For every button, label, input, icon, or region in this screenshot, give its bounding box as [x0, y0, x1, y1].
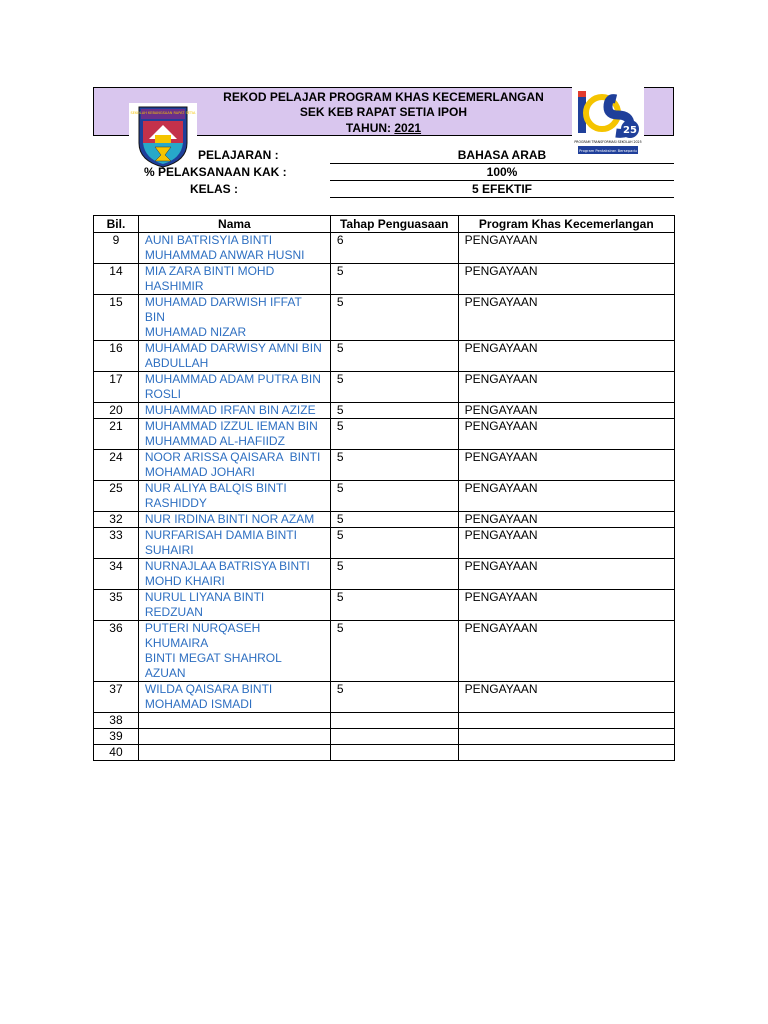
- table-row: [94, 264, 675, 295]
- table-row: [94, 341, 675, 372]
- cell-bil: 25: [94, 481, 139, 512]
- cell-program: PENGAYAAN: [458, 372, 674, 403]
- cell-nama: AUNI BATRISYIA BINTI MUHAMMAD ANWAR HUSNI: [138, 233, 330, 264]
- cell-nama: NUR ALIYA BALQIS BINTI RASHIDDY: [138, 481, 330, 512]
- header-program: Program Khas Kecemerlangan: [458, 216, 674, 233]
- cell-tahap: [330, 729, 458, 745]
- table-row: [94, 450, 675, 481]
- cell-tahap: 5: [330, 512, 458, 528]
- subject-label: PELAJARAN :: [198, 148, 279, 162]
- cell-tahap: 5: [330, 481, 458, 512]
- cell-nama: MUHAMAD DARWISH IFFAT BIN MUHAMAD NIZAR: [138, 295, 330, 341]
- cell-program: PENGAYAAN: [458, 512, 674, 528]
- table-row: [94, 682, 675, 713]
- cell-nama: [138, 745, 330, 761]
- cell-tahap: 5: [330, 403, 458, 419]
- header-nama: Nama: [138, 216, 330, 233]
- cell-bil: 33: [94, 528, 139, 559]
- cell-nama: MUHAMAD DARWISY AMNI BIN ABDULLAH: [138, 341, 330, 372]
- school-logo: [129, 103, 197, 171]
- cell-bil: 20: [94, 403, 139, 419]
- cell-nama: [138, 729, 330, 745]
- cell-nama: NURNAJLAA BATRISYA BINTI MOHD KHAIRI: [138, 559, 330, 590]
- cell-program: PENGAYAAN: [458, 481, 674, 512]
- cell-program: PENGAYAAN: [458, 419, 674, 450]
- cell-tahap: 5: [330, 372, 458, 403]
- cell-program: PENGAYAAN: [458, 264, 674, 295]
- cell-tahap: 5: [330, 419, 458, 450]
- cell-bil: 16: [94, 341, 139, 372]
- cell-program: PENGAYAAN: [458, 528, 674, 559]
- cell-program: PENGAYAAN: [458, 233, 674, 264]
- cell-bil: 21: [94, 419, 139, 450]
- table-row: [94, 528, 675, 559]
- cell-nama: MUHAMMAD ADAM PUTRA BIN ROSLI: [138, 372, 330, 403]
- cell-nama: [138, 713, 330, 729]
- table-row: [94, 295, 675, 341]
- cell-nama: PUTERI NURQASEH KHUMAIRA BINTI MEGAT SHAHROL AZUAN: [138, 621, 330, 682]
- cell-program: PENGAYAAN: [458, 450, 674, 481]
- class-value: 5 EFEKTIF: [330, 182, 674, 198]
- program-logo-text: PROGRAM TRANSFORMASI SEKOLAH 2025: [574, 140, 642, 144]
- cell-bil: 32: [94, 512, 139, 528]
- cell-tahap: 5: [330, 295, 458, 341]
- table-row: [94, 621, 675, 682]
- cell-program: PENGAYAAN: [458, 403, 674, 419]
- program-logo-number: 25: [623, 125, 637, 136]
- cell-bil: 15: [94, 295, 139, 341]
- header-year-line: TAHUN: 2021: [345, 121, 422, 135]
- student-table: [93, 215, 675, 761]
- cell-program: PENGAYAAN: [458, 682, 674, 713]
- table-row: [94, 713, 675, 729]
- percent-label: % PELAKSANAAN KAK :: [144, 165, 287, 179]
- cell-nama: WILDA QAISARA BINTI MOHAMAD ISMADI: [138, 682, 330, 713]
- table-row: [94, 745, 675, 761]
- cell-bil: 36: [94, 621, 139, 682]
- cell-nama: MIA ZARA BINTI MOHD HASHIMIR: [138, 264, 330, 295]
- cell-nama: MUHAMMAD IZZUL IEMAN BIN MUHAMMAD AL-HAFIIDZ: [138, 419, 330, 450]
- table-row: [94, 590, 675, 621]
- cell-tahap: [330, 713, 458, 729]
- header-title: REKOD PELAJAR PROGRAM KHAS KECEMERLANGAN: [223, 90, 544, 104]
- cell-program: PENGAYAAN: [458, 295, 674, 341]
- cell-nama: NURFARISAH DAMIA BINTI SUHAIRI: [138, 528, 330, 559]
- program-logo-sub: Program Pentaksiran Bersepadu: [579, 149, 637, 153]
- cell-program: PENGAYAAN: [458, 341, 674, 372]
- cell-tahap: 5: [330, 559, 458, 590]
- table-row: [94, 512, 675, 528]
- cell-bil: 24: [94, 450, 139, 481]
- cell-bil: 39: [94, 729, 139, 745]
- cell-bil: 14: [94, 264, 139, 295]
- cell-tahap: 5: [330, 621, 458, 682]
- cell-bil: 9: [94, 233, 139, 264]
- cell-nama: NOOR ARISSA QAISARA BINTI MOHAMAD JOHARI: [138, 450, 330, 481]
- cell-program: [458, 745, 674, 761]
- cell-bil: 34: [94, 559, 139, 590]
- table-row: [94, 372, 675, 403]
- cell-bil: 38: [94, 713, 139, 729]
- cell-tahap: 5: [330, 528, 458, 559]
- table-row: [94, 559, 675, 590]
- cell-tahap: 6: [330, 233, 458, 264]
- table-row: [94, 729, 675, 745]
- school-logo-text: SEKOLAH KEBANGSAAN RAPAT SETIA: [130, 111, 196, 115]
- class-label: KELAS :: [190, 182, 238, 196]
- percent-value: 100%: [330, 165, 674, 181]
- cell-program: [458, 713, 674, 729]
- table-header-row: [94, 216, 675, 233]
- header-tahap: Tahap Penguasaan: [330, 216, 458, 233]
- cell-tahap: 5: [330, 590, 458, 621]
- cell-nama: MUHAMMAD IRFAN BIN AZIZE: [138, 403, 330, 419]
- table-row: [94, 403, 675, 419]
- header-year: 2021: [394, 121, 422, 135]
- cell-tahap: 5: [330, 450, 458, 481]
- cell-tahap: [330, 745, 458, 761]
- cell-bil: 37: [94, 682, 139, 713]
- header-bil: Bil.: [94, 216, 139, 233]
- cell-tahap: 5: [330, 264, 458, 295]
- cell-program: PENGAYAAN: [458, 621, 674, 682]
- table-row: [94, 419, 675, 450]
- cell-program: PENGAYAAN: [458, 559, 674, 590]
- cell-program: [458, 729, 674, 745]
- cell-program: PENGAYAAN: [458, 590, 674, 621]
- cell-nama: NUR IRDINA BINTI NOR AZAM: [138, 512, 330, 528]
- cell-bil: 17: [94, 372, 139, 403]
- cell-tahap: 5: [330, 341, 458, 372]
- table-row: [94, 481, 675, 512]
- table-row: [94, 233, 675, 264]
- cell-nama: NURUL LIYANA BINTI REDZUAN: [138, 590, 330, 621]
- subject-value: BAHASA ARAB: [330, 148, 674, 164]
- cell-tahap: 5: [330, 682, 458, 713]
- header-school: SEK KEB RAPAT SETIA IPOH: [299, 105, 468, 119]
- cell-bil: 40: [94, 745, 139, 761]
- cell-bil: 35: [94, 590, 139, 621]
